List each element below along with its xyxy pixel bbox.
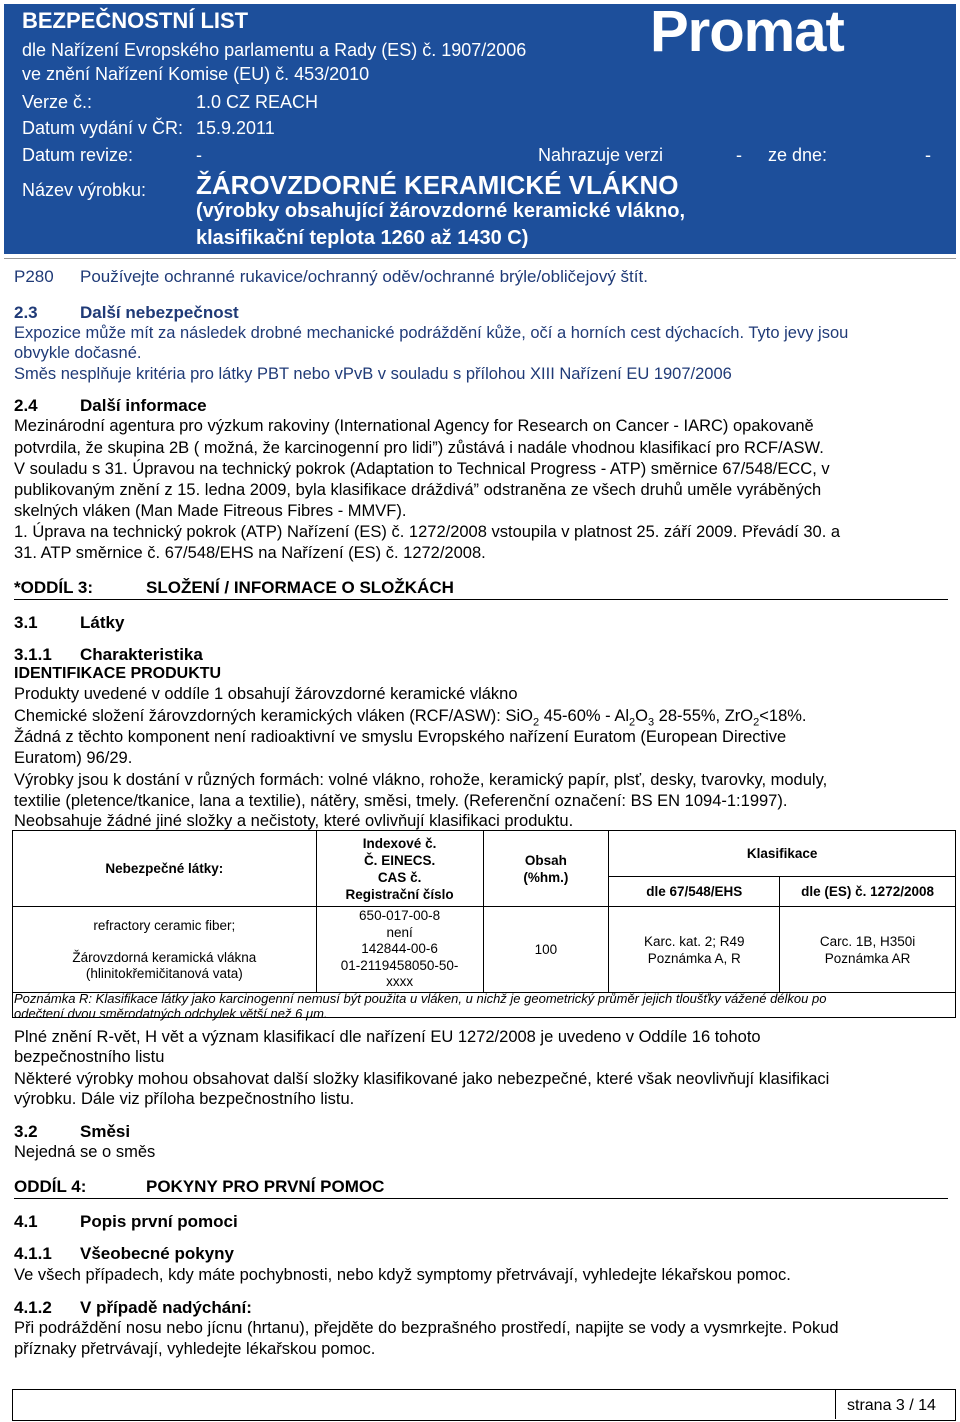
replaces-label: Nahrazuje verzi — [538, 145, 664, 165]
th-ids — [316, 831, 483, 907]
oddil3-label: *ODDÍL 3: — [14, 578, 94, 597]
product-name: ŽÁROVZDORNÉ KERAMICKÉ VLÁKNO — [196, 170, 679, 200]
s411-title: Všeobecné pokyny — [80, 1244, 235, 1263]
from-label: ze dne: — [768, 145, 828, 165]
sub-2c: 2 — [753, 716, 760, 729]
td-substance-3: (hlinitokřemičitanová vata) — [85, 965, 243, 981]
after-line-3: Některé výrobky mohou obsahovat další složky klasifikované jako nebezpečné, které však neovlivňují klasifikaci — [14, 1070, 830, 1088]
reg-line-1: dle Nařízení Evropského parlamentu a Rady (ES) č. 1907/2006 — [22, 40, 527, 60]
td-substance-2: Žárovzdorná keramická vlákna — [72, 949, 257, 965]
s412-title: V případě nadýchání: — [80, 1298, 252, 1317]
product-sub-2: klasifikační teplota 1260 až 1430 C) — [196, 227, 529, 249]
th-class-67: dle 67/548/EHS — [609, 877, 780, 907]
from-value: - — [925, 145, 931, 165]
doc-title: BEZPEČNOSTNÍ LIST — [22, 8, 249, 33]
s23-line-1: Expozice může mít za následek drobné mechanické podráždění kůže, očí a horních cest dýchacích. Tyto jevy jsou — [14, 324, 849, 342]
s24-line-6: 1. Úprava na technický pokrok (ATP) Nařízení (ES) č. 1272/2008 vstoupila v platnost 25. září 2009. Převádí 30. a — [14, 523, 841, 541]
composition-text-e: <18%. — [759, 707, 807, 725]
td-class-67-2: Poznámka A, R — [647, 950, 741, 966]
td-class-1272 — [780, 907, 956, 993]
s311-line-1: Produkty uvedené v oddíle 1 obsahují žárovzdorné keramické vlákno — [14, 685, 518, 703]
s24-line-5: skelných vláken (Man Made Fitreous Fibres - MMVF). — [14, 502, 407, 520]
product-label: Název výrobku: — [22, 180, 147, 200]
table-row — [13, 907, 956, 993]
td-content: 100 — [483, 907, 609, 993]
th-ids-4: Registrační číslo — [345, 886, 454, 902]
th-substance: Nebezpečné látky: — [13, 831, 317, 907]
s311-line-5: Výrobky jsou k dostání v různých formách: volné vlákno, rohože, keramický papír, plsť, desky, tvarovky, moduly, — [14, 771, 828, 789]
s24-line-7: 31. ATP směrnice č. 67/548/EHS na Nařízení (ES) č. 1272/2008. — [14, 544, 486, 562]
td-ids-3: 142844-00-6 — [361, 941, 438, 957]
after-line-4: výrobku. Dále viz příloha bezpečnostního listu. — [14, 1090, 355, 1108]
separator — [4, 258, 956, 259]
td-class-1272-2: Poznámka AR — [824, 950, 911, 966]
th-content-1: Obsah — [524, 852, 567, 868]
s412-line-1: Při podráždění nosu nebo jícnu (hrtanu), přejděte do bezprašného prostředí, napijte se vody a vysmrkejte. Pokud — [14, 1319, 839, 1337]
s311-line-3: Žádná z těchto komponent není radioaktivní ve smyslu Evropského nařízení Euratom (European Directive — [14, 728, 787, 746]
td-substance-1: refractory ceramic fiber; — [93, 917, 236, 933]
oddil3-rule — [14, 599, 948, 600]
s31-title: Látky — [80, 613, 125, 632]
s311-title: Charakteristika — [80, 645, 203, 664]
s411-num: 4.1.1 — [14, 1244, 52, 1263]
substances-table — [12, 830, 956, 993]
s41-title: Popis první pomoci — [80, 1212, 238, 1231]
td-substance — [13, 907, 317, 993]
issued-value: 15.9.2011 — [196, 118, 275, 138]
td-ids-5: xxxx — [386, 974, 414, 990]
td-class-1272-1: Carc. 1B, H350i — [819, 933, 916, 949]
s23-num: 2.3 — [14, 303, 38, 322]
s311-line-4: Euratom) 96/29. — [14, 749, 133, 767]
footer-frame — [12, 1389, 956, 1421]
s32-num: 3.2 — [14, 1122, 38, 1141]
td-ids-2: není — [386, 924, 413, 940]
after-line-1: Plné znění R-vět, H vět a význam klasifikací dle nařízení EU 1272/2008 je uvedeno v Oddíle 16 tohoto — [14, 1028, 761, 1046]
after-line-2: bezpečnostního listu — [14, 1048, 165, 1066]
p280-code: P280 — [14, 267, 54, 286]
product-sub-1: (výrobky obsahující žárovzdorné keramické vlákno, — [196, 200, 686, 222]
p280-text: Používejte ochranné rukavice/ochranný oděv/ochranné brýle/obličejový štít. — [80, 267, 648, 286]
sub-2a: 2 — [532, 716, 540, 729]
th-ids-2: Č. EINECS. — [363, 852, 436, 868]
s41-num: 4.1 — [14, 1212, 38, 1231]
note-line-1: Poznámka R: Klasifikace látky jako karcinogenní nemusí být použita u vláken, u nichž je geometrický průměr jejich tloušťky vážené délkou po — [14, 991, 827, 1006]
s32-title: Směsi — [80, 1122, 131, 1141]
th-content — [483, 831, 609, 907]
revision-label: Datum revize: — [22, 145, 134, 165]
replaces-value: - — [736, 145, 742, 165]
s24-line-4: publikovaným znění z 15. ledna 2009, byla klasifikace dráždivá” odstraněna ze všech druhů uměle vyráběných — [14, 481, 822, 499]
logo-box — [636, 0, 936, 64]
composition-text-b: 45-60% - Al — [539, 707, 629, 725]
td-class-67-1: Karc. kat. 2; R49 — [643, 933, 745, 949]
oddil3-title: SLOŽENÍ / INFORMACE O SLOŽKÁCH — [146, 578, 454, 597]
oddil4-title: POKYNY PRO PRVNÍ POMOC — [146, 1177, 385, 1196]
page-number: strana 3 / 14 — [847, 1397, 936, 1414]
version-value: 1.0 CZ REACH — [196, 92, 319, 112]
ident-heading: IDENTIFIKACE PRODUKTU — [14, 665, 222, 682]
s311-line-7: Neobsahuje žádné jiné složky a nečistoty, které ovlivňují klasifikaci produktu. — [14, 812, 574, 830]
td-ids — [316, 907, 483, 993]
s311-line-6: textilie (pletence/tkanice, lana a textilie), nátěry, směsi, tmely. (Referenční označení: BS EN 1094-1:1997). — [14, 792, 788, 810]
s24-line-1: Mezinárodní agentura pro výzkum rakoviny (International Agency for Research on Cancer - IARC) opakovaně — [14, 417, 814, 435]
td-ids-4: 01-2119458050-50- — [340, 957, 459, 973]
sub-3: 3 — [647, 716, 655, 729]
th-classification: Klasifikace — [609, 831, 956, 877]
composition-text-c: O — [635, 707, 648, 725]
oddil4-label: ODDÍL 4: — [14, 1177, 87, 1196]
th-class-1272: dle (ES) č. 1272/2008 — [780, 877, 956, 907]
s311-num: 3.1.1 — [14, 645, 52, 664]
promat-logo: Promat — [650, 0, 844, 64]
s412-num: 4.1.2 — [14, 1298, 52, 1317]
th-ids-3: CAS č. — [377, 869, 422, 885]
oddil4-rule — [14, 1198, 948, 1199]
revision-value: - — [196, 145, 202, 165]
s31-num: 3.1 — [14, 613, 38, 632]
note-line-2: odečtení dvou směrodatných odchylek větší než 6 μm. — [14, 1006, 328, 1021]
reg-line-2: ve znění Nařízení Komise (EU) č. 453/2010 — [22, 64, 370, 84]
s23-line-2: obvykle dočasné. — [14, 344, 142, 362]
s23-line-3: Směs nesplňuje kritéria pro látky PBT nebo vPvB v souladu s přílohou XIII Nařízení EU 1907/2006 — [14, 365, 732, 383]
s411-text: Ve všech případech, kdy máte pochybnosti, nebo když symptomy přetrvávají, vyhledejte lékařskou pomoc. — [14, 1266, 791, 1284]
issued-label: Datum vydání v ČR: — [22, 118, 184, 138]
th-content-2: (%hm.) — [523, 869, 569, 885]
s24-num: 2.4 — [14, 396, 38, 415]
version-label: Verze č.: — [22, 92, 93, 112]
s24-line-3: V souladu s 31. Úpravou na technický pokrok (Adaptation to Technical Progress - ATP) směrnice 67/548/ECC, v — [14, 460, 830, 478]
sub-2b: 2 — [629, 716, 636, 729]
composition-text-a: Chemické složení žárovzdorných keramických vláken (RCF/ASW): SiO — [14, 707, 533, 725]
s23-title: Další nebezpečnost — [80, 303, 239, 322]
s24-title: Další informace — [80, 396, 207, 415]
composition-text-d: 28-55%, ZrO — [654, 707, 754, 725]
s412-line-2: příznaky přetrvávají, vyhledejte lékařskou pomoc. — [14, 1340, 376, 1358]
s24-line-2: potvrdila, že skupina 2B ( možná, že karcinogenní pro lidi”) zůstává i nadále vhodnou klasifikací pro RCF/ASW. — [14, 439, 824, 457]
th-ids-1: Indexové č. — [362, 835, 437, 851]
s32-text: Nejedná se o směs — [14, 1143, 156, 1161]
td-ids-1: 650-017-00-8 — [359, 908, 441, 924]
td-class-67 — [609, 907, 780, 993]
